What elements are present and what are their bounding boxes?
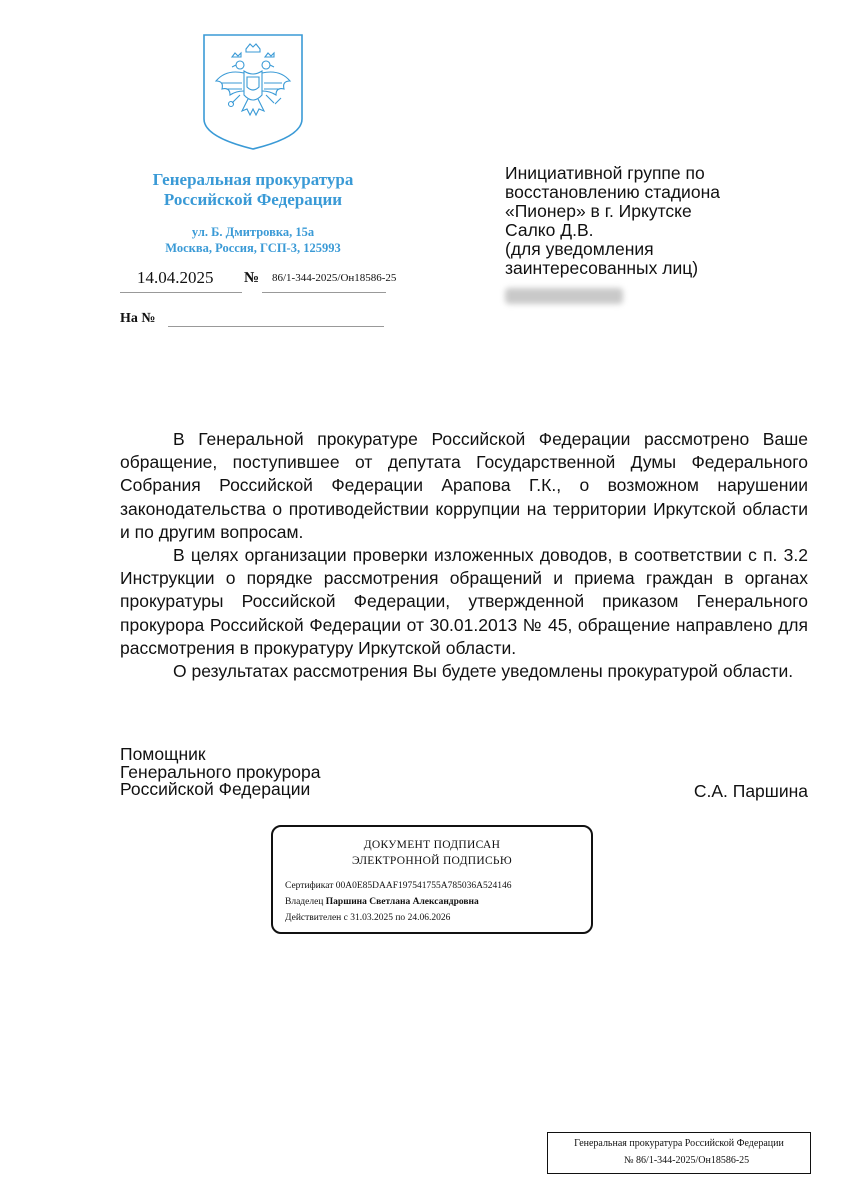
letter-body	[120, 428, 808, 683]
registration-number-value: 86/1-344-2025/Он18586-25	[636, 1155, 750, 1166]
position-line: Генерального прокурора	[120, 761, 321, 782]
stamp-title-line1: ДОКУМЕНТ ПОДПИСАН	[363, 839, 501, 851]
valid-from: 31.03.2025	[350, 913, 393, 923]
number-sign: №	[244, 270, 260, 286]
body-paragraph: В целях организации проверки изложенных доводов, в соответствии с п. 3.2 Инструкции о порядке рассмотрения обращений и приема граждан в органах прокуратуры Российской Федерации, утвержденной приказом Генерального прокурора Российской Федерации от 30.01.2013 № 45, обращение направлено для рассмотрения в прокуратуру Иркутской области.	[120, 545, 808, 658]
redacted-contact	[505, 288, 623, 304]
certificate-row	[285, 881, 512, 891]
organization-address	[120, 224, 386, 256]
stamp-title	[273, 837, 591, 869]
certificate-value: 00A0E85DAAF197541755A785036A524146	[335, 881, 512, 891]
owner-value: Паршина Светлана Александровна	[325, 897, 479, 907]
addressee-line: (для уведомления	[505, 239, 654, 259]
organization-name	[120, 170, 386, 210]
address-line2: Москва, Россия, ГСП-3, 125993	[165, 241, 341, 255]
organization-name-line2: Российской Федерации	[163, 190, 343, 209]
body-paragraph: В Генеральной прокуратуре Российской Федерации рассмотрено Ваше обращение, поступившее от депутата Государственной Думы Федерального Собрания Российской Федерации Арапова Г.К., о возможном нарушении законодательства о противодействии коррупции на территории Иркутской области и по другим вопросам.	[120, 429, 808, 542]
date-underline	[120, 292, 242, 293]
valid-to: 24.06.2026	[407, 913, 451, 923]
address-line1: ул. Б. Дмитровка, 15а	[191, 225, 315, 239]
stamp-title-line2: ЭЛЕКТРОННОЙ ПОДПИСЬЮ	[352, 855, 512, 867]
registration-number	[624, 1155, 749, 1166]
addressee-block	[505, 164, 825, 278]
coat-of-arms-emblem	[202, 33, 304, 151]
reference-underline	[168, 326, 384, 327]
signatory-name: С.А. Паршина	[693, 781, 808, 801]
addressee-line: заинтересованных лиц)	[505, 258, 699, 278]
owner-label: Владелец	[285, 897, 324, 907]
addressee-line: восстановлению стадиона	[505, 182, 720, 202]
registration-org: Генеральная прокуратура Российской Федерации	[574, 1138, 784, 1149]
signatory-position	[120, 746, 440, 799]
certificate-label: Сертификат	[285, 881, 334, 891]
owner-row	[285, 897, 479, 907]
valid-to-label: по	[395, 913, 406, 923]
addressee-line: Салко Д.В.	[505, 220, 594, 240]
registration-number-sign: №	[624, 1155, 634, 1166]
position-line: Помощник	[120, 744, 206, 764]
registration-box	[547, 1132, 811, 1174]
validity-row	[285, 913, 450, 923]
addressee-line: «Пионер» в г. Иркутске	[505, 201, 692, 221]
document-number: 86/1-344-2025/Он18586-25	[272, 272, 397, 284]
reference-label: На №	[120, 311, 156, 326]
document-date: 14.04.2025	[137, 268, 214, 287]
number-underline	[262, 292, 386, 293]
valid-label: Действителен с	[285, 913, 348, 923]
electronic-signature-stamp	[271, 825, 593, 934]
body-paragraph: О результатах рассмотрения Вы будете уведомлены прокуратурой области.	[173, 661, 794, 682]
position-line: Российской Федерации	[120, 779, 311, 799]
addressee-line: Инициативной группе по	[505, 163, 705, 183]
organization-name-line1: Генеральная прокуратура	[152, 170, 354, 189]
